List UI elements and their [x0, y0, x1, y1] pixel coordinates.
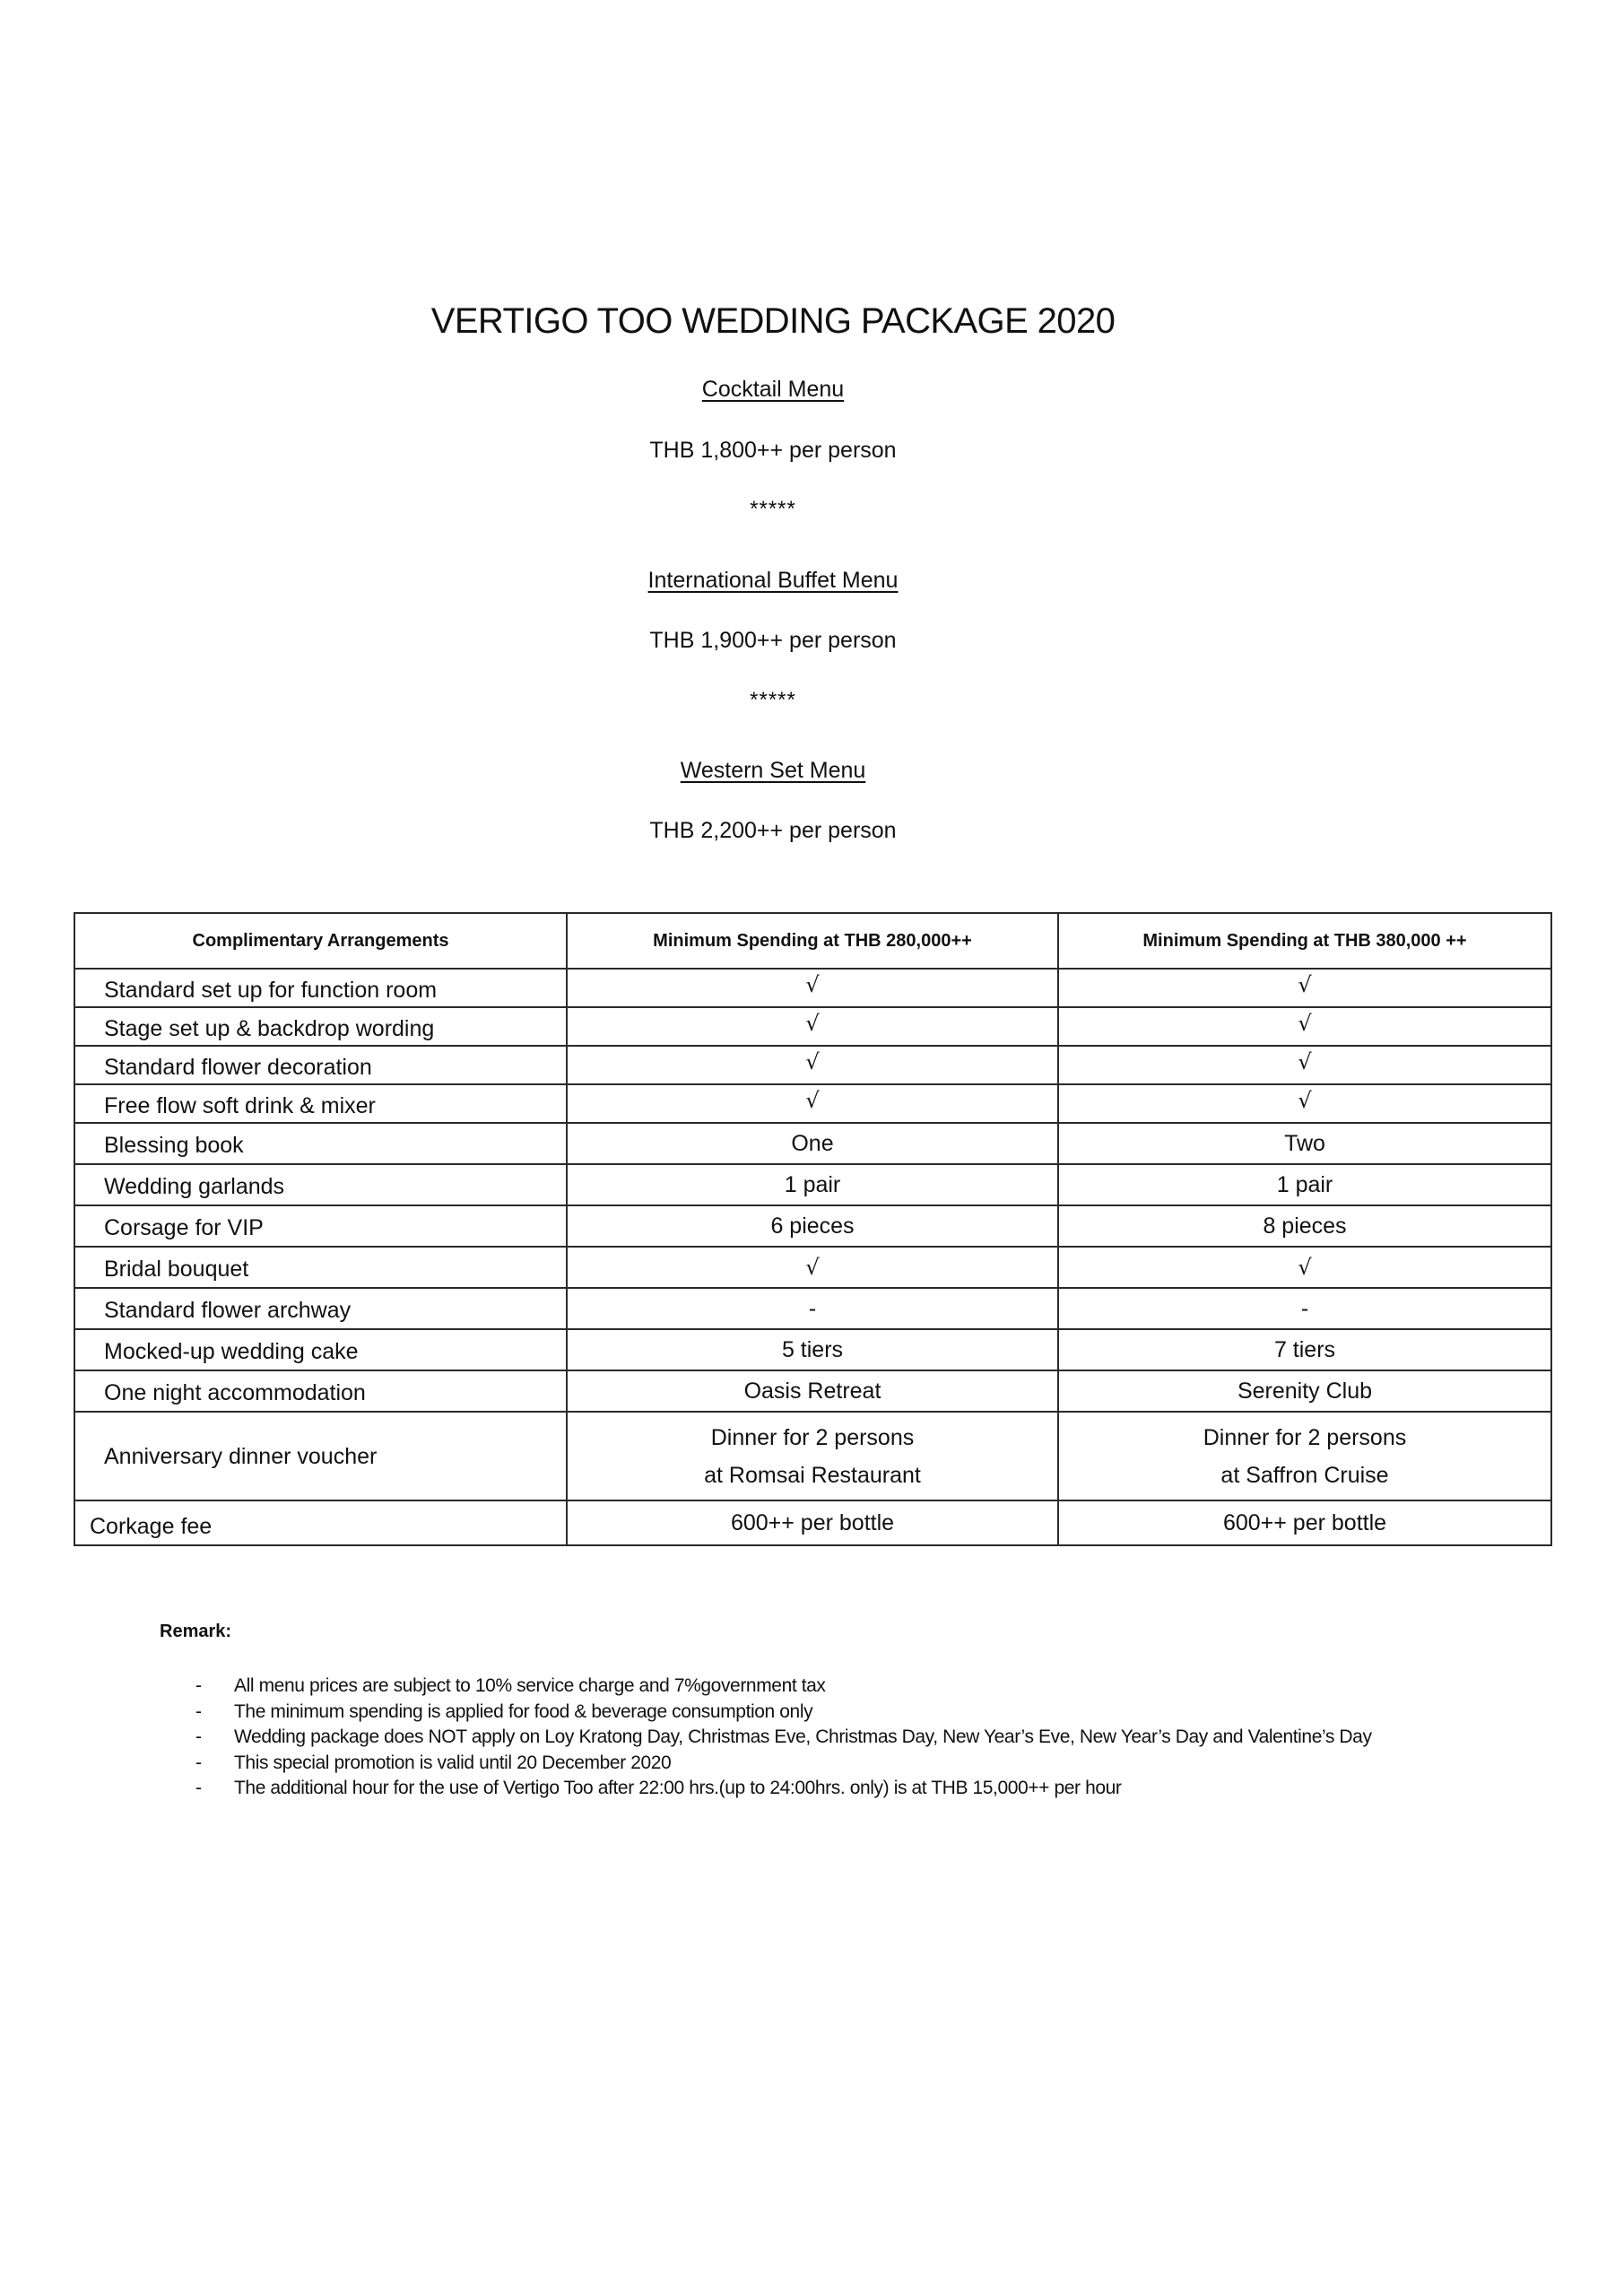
check-icon: √ [567, 1084, 1058, 1123]
table-row [74, 969, 1551, 1007]
remark-item [187, 1751, 1424, 1777]
check-icon: √ [1058, 1046, 1551, 1084]
western-menu-price: THB 2,200++ per person [649, 818, 897, 843]
remark-text: This special promotion is valid until 20 December 2020 [234, 1752, 672, 1773]
row-value-tier-380k: 7 tiers [1058, 1329, 1551, 1370]
voucher-line: Dinner for 2 persons [710, 1424, 915, 1450]
check-icon: √ [567, 1247, 1058, 1288]
table-row [74, 1412, 1551, 1500]
row-value-tier-280k: 6 pieces [567, 1205, 1058, 1247]
buffet-menu-price: THB 1,900++ per person [649, 628, 897, 653]
table-row [74, 1007, 1551, 1046]
voucher-venue: at Saffron Cruise [1220, 1462, 1389, 1488]
row-item: Corkage fee [74, 1500, 567, 1545]
check-icon: √ [1058, 1247, 1551, 1288]
dash-icon: - [567, 1288, 1058, 1329]
document-title: VERTIGO TOO WEDDING PACKAGE 2020 [430, 301, 1116, 341]
remarks-title: Remark: [160, 1622, 232, 1641]
column-header-arrangements: Complimentary Arrangements [74, 913, 567, 969]
table-row [74, 1084, 1551, 1123]
row-item: Anniversary dinner voucher [74, 1412, 567, 1500]
row-value-tier-380k: 8 pieces [1058, 1205, 1551, 1247]
row-item: Blessing book [74, 1123, 567, 1164]
table-row [74, 1164, 1551, 1205]
remark-item [187, 1725, 1424, 1751]
voucher-venue: at Romsai Restaurant [704, 1462, 921, 1488]
row-value-tier-280k: 600++ per bottle [567, 1500, 1058, 1545]
dash-icon: - [1058, 1288, 1551, 1329]
cocktail-menu-price: THB 1,800++ per person [649, 438, 897, 463]
western-menu-heading: Western Set Menu [680, 758, 866, 783]
bullet-dash-icon: - [195, 1778, 202, 1799]
row-item: Bridal bouquet [74, 1247, 567, 1288]
menu-separator: ***** [750, 688, 796, 712]
table-row [74, 1500, 1551, 1545]
remark-text: Wedding package does NOT apply on Loy Kratong Day, Christmas Eve, Christmas Day, New Year’s Eve, New Year’s Day and Valentine’s Day [234, 1726, 1372, 1748]
remark-text: The additional hour for the use of Vertigo Too after 22:00 hrs.(up to 24:00hrs. only) is at THB 15,000++ per hour [234, 1778, 1122, 1799]
row-item: Wedding garlands [74, 1164, 567, 1205]
check-icon: √ [1058, 1084, 1551, 1123]
table-row [74, 1370, 1551, 1412]
bullet-dash-icon: - [195, 1726, 202, 1748]
remark-item [187, 1700, 1424, 1726]
remark-item [187, 1776, 1424, 1802]
table-row [74, 1247, 1551, 1288]
cocktail-menu-heading: Cocktail Menu [701, 377, 845, 402]
row-item: Standard flower decoration [74, 1046, 567, 1084]
row-value-tier-380k [1058, 1412, 1551, 1500]
row-value-tier-280k: 5 tiers [567, 1329, 1058, 1370]
row-value-tier-380k: Serenity Club [1058, 1370, 1551, 1412]
table-header-row [74, 913, 1551, 969]
remarks-list [187, 1674, 1424, 1802]
row-item: Mocked-up wedding cake [74, 1329, 567, 1370]
row-value-tier-280k: Oasis Retreat [567, 1370, 1058, 1412]
row-item: Standard flower archway [74, 1288, 567, 1329]
row-value-tier-380k: 1 pair [1058, 1164, 1551, 1205]
row-item: Corsage for VIP [74, 1205, 567, 1247]
row-value-tier-280k [567, 1412, 1058, 1500]
table-row [74, 1329, 1551, 1370]
menu-separator: ***** [750, 497, 796, 521]
remark-text: All menu prices are subject to 10% service charge and 7%government tax [234, 1675, 826, 1696]
table-row [74, 1205, 1551, 1247]
check-icon: √ [567, 1046, 1058, 1084]
table-row [74, 1288, 1551, 1329]
bullet-dash-icon: - [195, 1700, 202, 1722]
check-icon: √ [1058, 1007, 1551, 1046]
table-row [74, 1046, 1551, 1084]
bullet-dash-icon: - [195, 1752, 202, 1773]
check-icon: √ [1058, 969, 1551, 1007]
column-header-tier-280k: Minimum Spending at THB 280,000++ [567, 913, 1058, 969]
package-table [74, 912, 1552, 1546]
row-item: Free flow soft drink & mixer [74, 1084, 567, 1123]
remark-text: The minimum spending is applied for food & beverage consumption only [234, 1700, 813, 1722]
bullet-dash-icon: - [195, 1675, 202, 1696]
row-item: Stage set up & backdrop wording [74, 1007, 567, 1046]
row-value-tier-280k: 1 pair [567, 1164, 1058, 1205]
row-value-tier-280k: One [567, 1123, 1058, 1164]
check-icon: √ [567, 1007, 1058, 1046]
check-icon: √ [567, 969, 1058, 1007]
row-value-tier-380k: 600++ per bottle [1058, 1500, 1551, 1545]
buffet-menu-heading: International Buffet Menu [647, 568, 899, 593]
column-header-tier-380k: Minimum Spending at THB 380,000 ++ [1058, 913, 1551, 969]
row-value-tier-380k: Two [1058, 1123, 1551, 1164]
row-item: Standard set up for function room [74, 969, 567, 1007]
voucher-line: Dinner for 2 persons [1203, 1424, 1407, 1450]
table-row [74, 1123, 1551, 1164]
remark-item [187, 1674, 1424, 1700]
row-item: One night accommodation [74, 1370, 567, 1412]
